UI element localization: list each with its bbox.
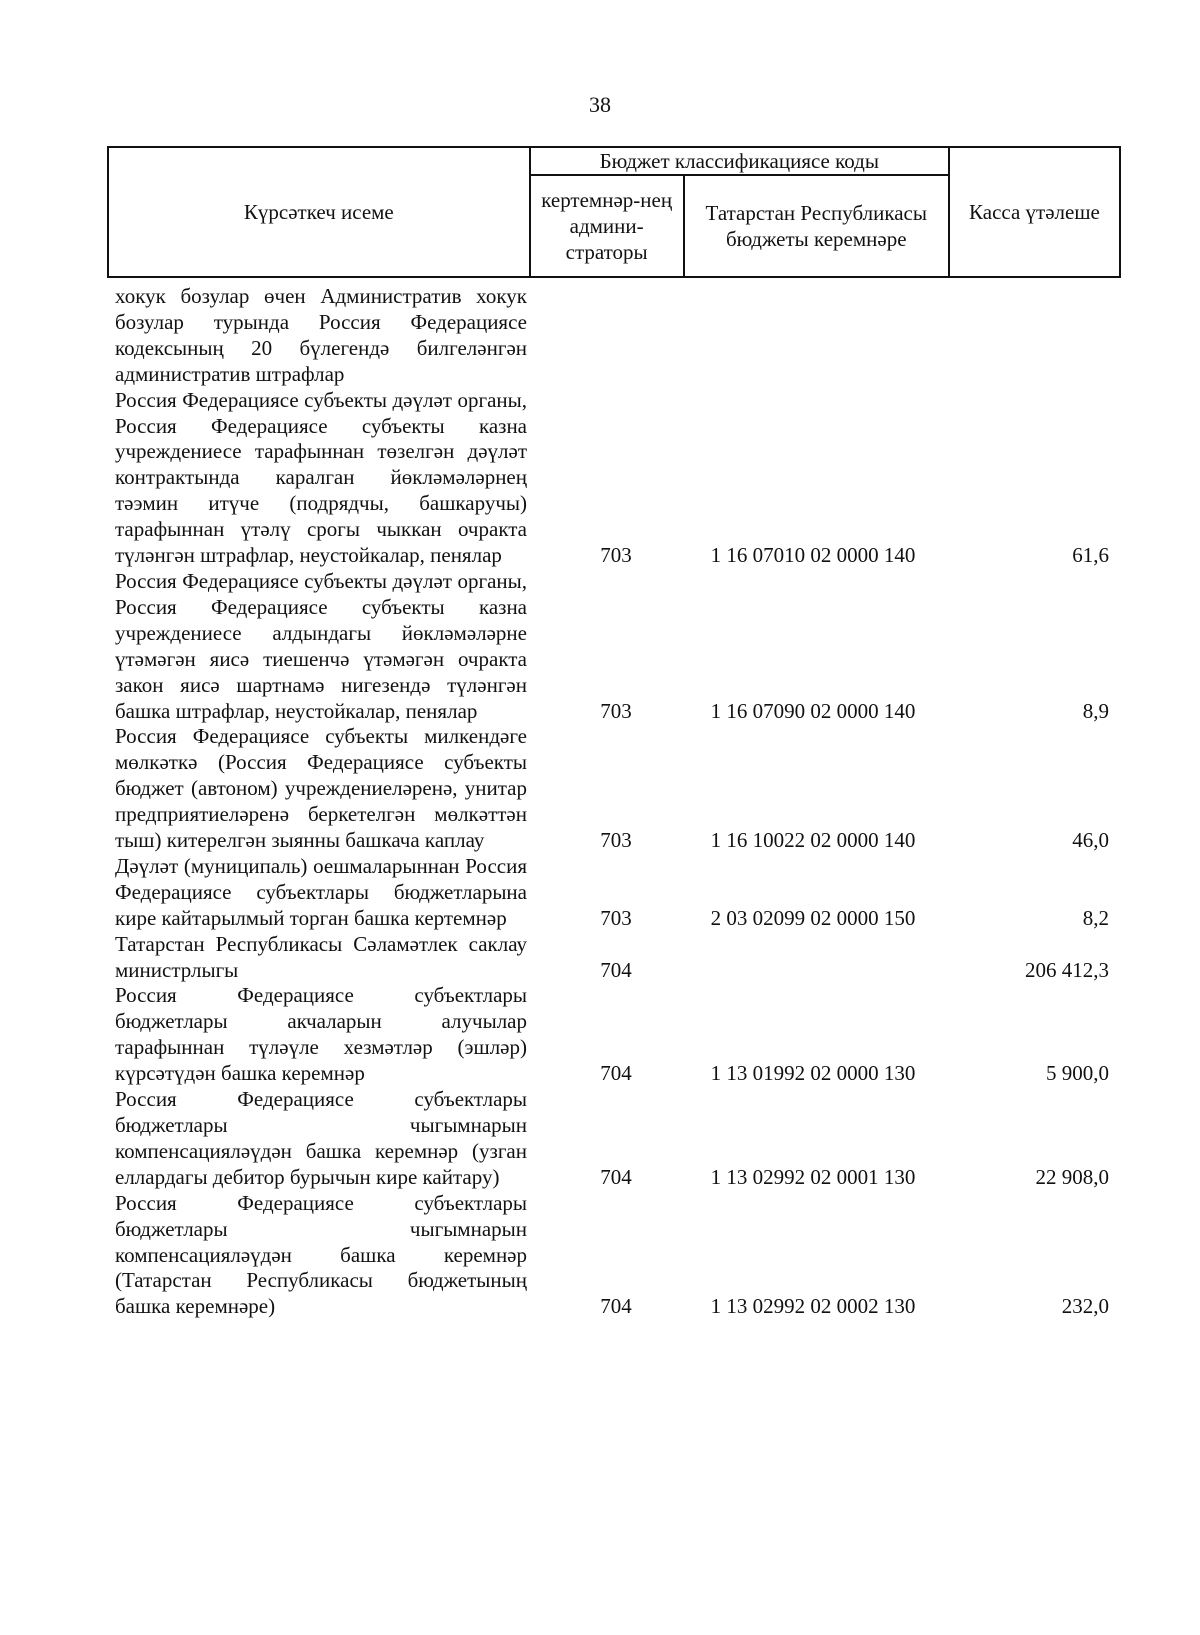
- row-cash-execution: 8,9: [1082, 698, 1109, 723]
- header-indicator-name: Күрсәткеч исеме: [108, 147, 530, 277]
- row-indicator-name: Россия Федерациясе субъектлары бюджетлары акчаларын алучылар тарафыннан түләүле хезмәтләр (эшләр) күрсәтүдән башка керемнәр: [115, 983, 527, 1086]
- table-row: [115, 1191, 1115, 1321]
- table-row: [115, 983, 1115, 1087]
- row-indicator-name: Татарстан Республикасы Сәламәтлек саклау министрлыгы: [115, 931, 527, 982]
- row-cash-execution: 8,2: [1082, 905, 1109, 930]
- table-row: [115, 1087, 1115, 1191]
- row-cash-execution: 5 900,0: [1046, 1061, 1109, 1086]
- row-budget-code: 1 16 07090 02 0000 140: [710, 698, 916, 723]
- table-header: [107, 146, 1121, 278]
- row-administrator-code: 703: [600, 905, 632, 930]
- page-number: 38: [589, 92, 611, 117]
- table-row: [115, 388, 1115, 569]
- table-row: [115, 932, 1115, 984]
- row-indicator-name: Россия Федерациясе субъекты дәүләт органы, Россия Федерациясе субъекты казна учреждениесе алдындагы йөкләмәләрне үтәмәгән яисә тиешенчә үтәмәгән очракта закон яисә шартнамә нигезендә түләнгән башка штрафлар, неустойкалар, пенялар: [115, 568, 527, 723]
- row-administrator-code: 703: [600, 828, 632, 853]
- row-indicator-name: Россия Федерациясе субъектлары бюджетлары чыгымнарын компенсацияләүдән башка керемнәр (узган еллардагы дебитор бурычын кире кайтару): [115, 1087, 527, 1189]
- row-budget-code: 1 13 02992 02 0002 130: [710, 1294, 916, 1319]
- header-republic-budget-revenues: Татарстан Республикасы бюджеты керемнәре: [684, 175, 949, 277]
- header-revenue-administrators: кертемнәр-нең админи-страторы: [530, 175, 684, 277]
- table-body: [115, 284, 1115, 1320]
- table-row: [115, 569, 1115, 724]
- row-indicator-name: хокук бозулар өчен Административ хокук бозулар турында Россия Федерациясе кодексының 20 бүлегендә билгеләнгән административ штрафлар: [115, 284, 527, 386]
- table-row: [115, 284, 1115, 388]
- row-budget-code: 1 13 01992 02 0000 130: [710, 1061, 916, 1086]
- row-indicator-name: Россия Федерациясе субъектлары бюджетлары чыгымнарын компенсацияләүдән башка керемнәр (Татарстан Республикасы бюджетының башка керемнәре): [115, 1190, 527, 1319]
- row-administrator-code: 703: [600, 543, 632, 568]
- row-indicator-name: Дәүләт (муниципаль) оешмаларыннан Россия Федерациясе субъектлары бюджетларына кире кайтарылмый торган башка кертемнәр: [115, 853, 527, 930]
- row-indicator-name: Россия Федерациясе субъекты дәүләт органы, Россия Федерациясе субъекты казна учреждениесе тарафыннан төзелгән дәүләт контрактында каралган йөкләмәләрнең тәэмин итүче (подрядчы, башкаручы) тарафыннан үтәлү срогы чыккан очракта түләнгән штрафлар, неустойкалар, пенялар: [115, 387, 527, 568]
- row-indicator-name: Россия Федерациясе субъекты милкендәге мөлкәткә (Россия Федерациясе субъекты бюджет (автоном) учреждениеләренә, унитар предприятиеләренә беркетелгән мөлкәттән тыш) китерелгән зыянны башкача каплау: [115, 724, 527, 853]
- row-administrator-code: 703: [600, 698, 632, 723]
- row-cash-execution: 22 908,0: [1035, 1164, 1109, 1189]
- row-administrator-code: 704: [600, 1164, 632, 1189]
- row-cash-execution: 206 412,3: [1025, 957, 1109, 982]
- row-cash-execution: 46,0: [1072, 828, 1109, 853]
- row-budget-code: 1 13 02992 02 0001 130: [710, 1164, 916, 1189]
- table-row: [115, 854, 1115, 932]
- row-administrator-code: 704: [600, 957, 632, 982]
- row-budget-code: 1 16 07010 02 0000 140: [710, 543, 916, 568]
- row-administrator-code: 704: [600, 1294, 632, 1319]
- table-row: [115, 724, 1115, 854]
- header-budget-classification-code: Бюджет классификациясе коды: [530, 147, 949, 175]
- header-cash-execution: Касса үтәлеше: [949, 147, 1120, 277]
- row-administrator-code: 704: [600, 1061, 632, 1086]
- row-budget-code: 2 03 02099 02 0000 150: [710, 905, 916, 930]
- row-budget-code: 1 16 10022 02 0000 140: [710, 828, 916, 853]
- row-cash-execution: 61,6: [1072, 543, 1109, 568]
- row-cash-execution: 232,0: [1061, 1294, 1109, 1319]
